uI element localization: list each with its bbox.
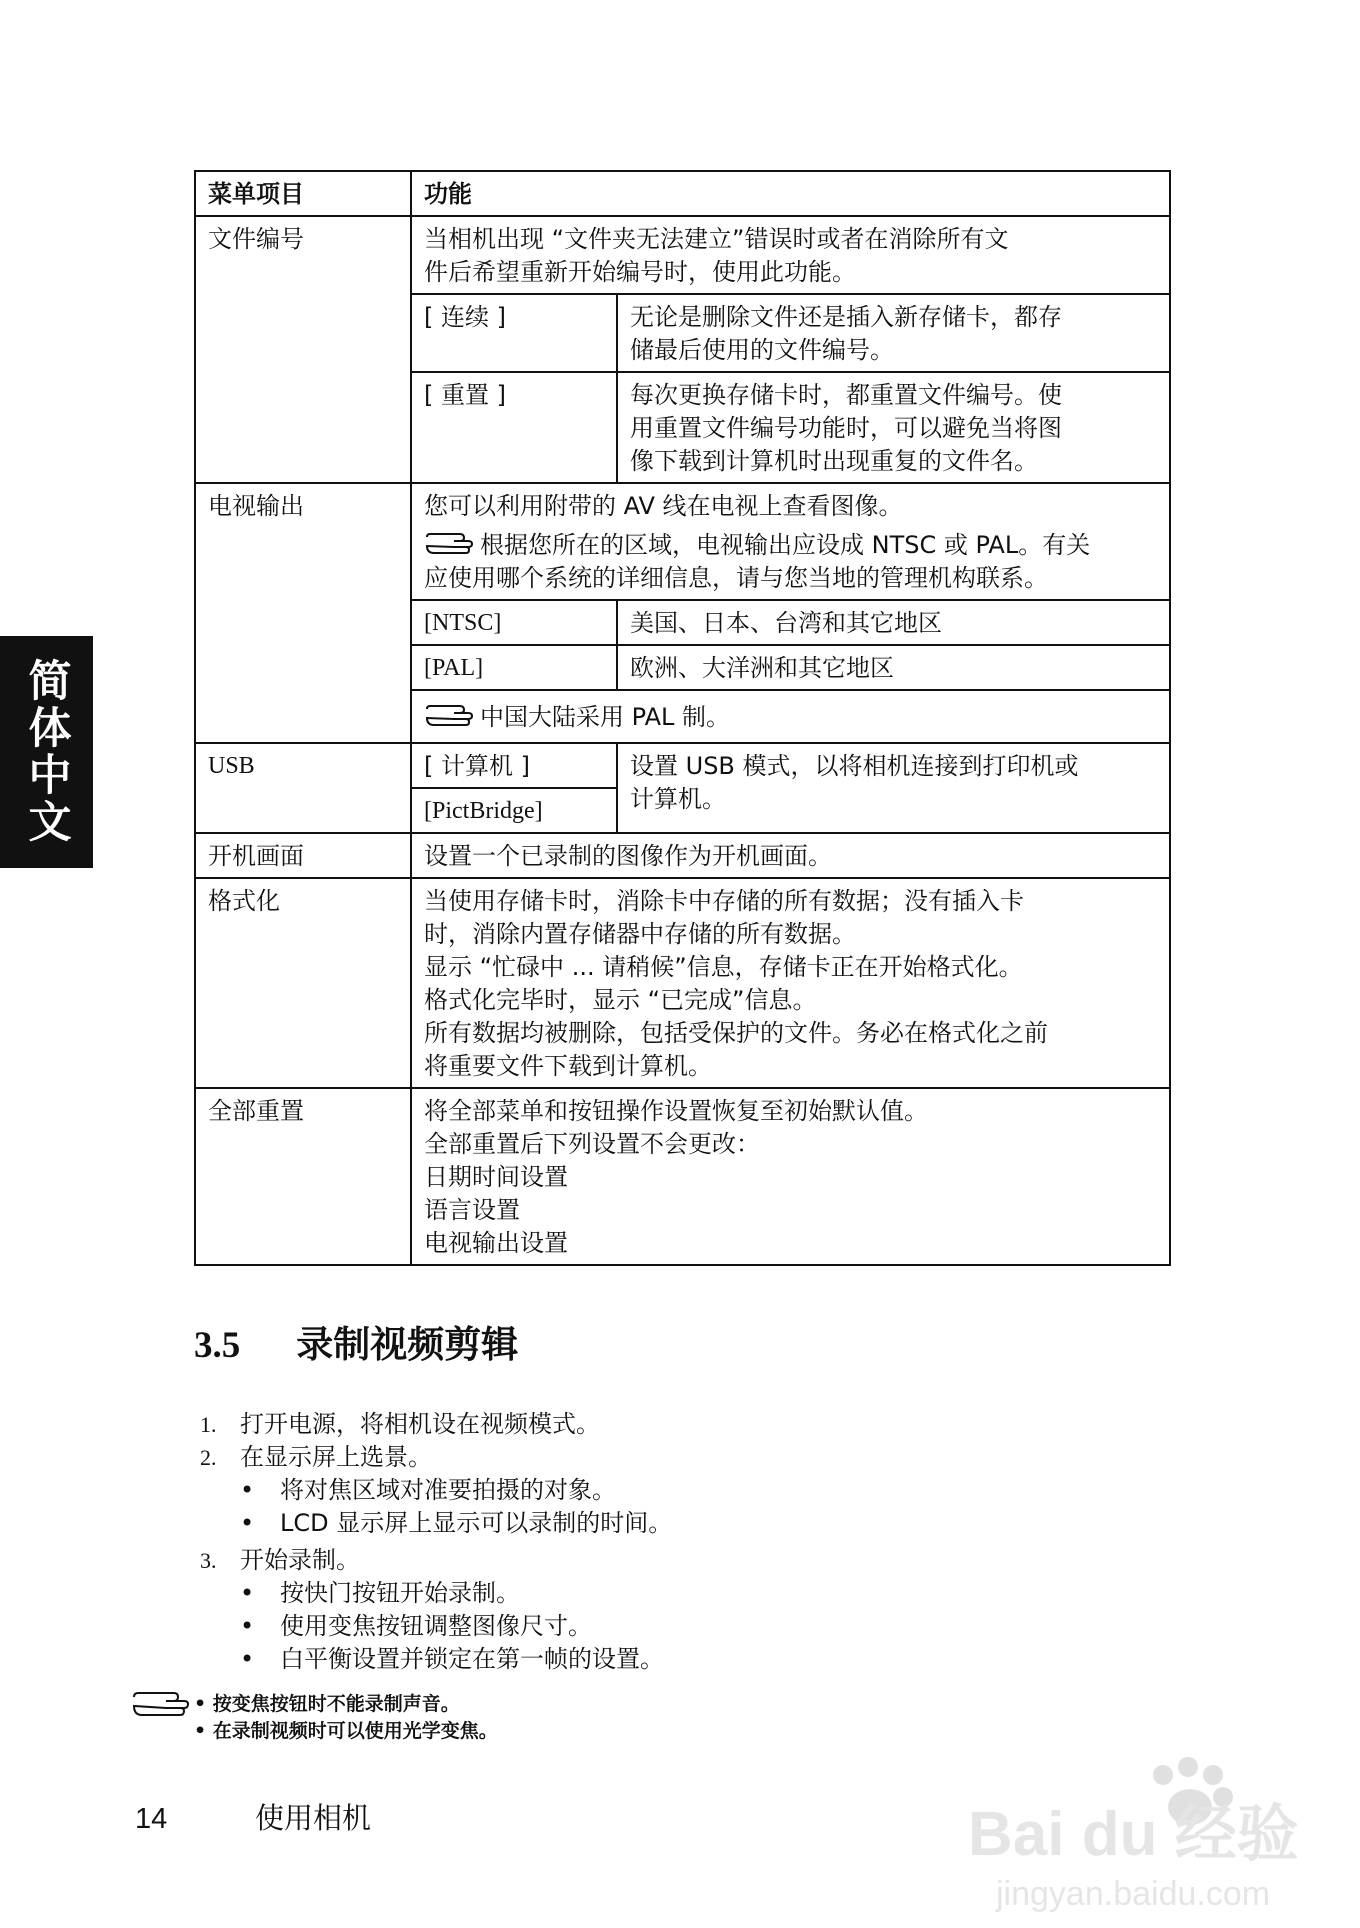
table-row-tv-out	[195, 483, 1170, 600]
bullet-mark: •	[240, 1509, 255, 1537]
bullet-mark: •	[240, 1579, 255, 1607]
bullet-item	[200, 1474, 672, 1507]
header-item: 菜单项目	[195, 171, 411, 216]
table-row-format	[195, 878, 1170, 1088]
desc-line: 当相机出现 “文件夹无法建立”错误时或者在消除所有文	[424, 225, 1009, 253]
note-text: • 在录制视频时可以使用光学变焦。	[194, 1720, 498, 1742]
option-name: [ 重置 ]	[411, 372, 617, 483]
option-desc	[617, 743, 1170, 833]
option-name: [PAL]	[411, 645, 617, 690]
bullet-mark: •	[240, 1645, 255, 1673]
desc-line: 像下载到计算机时出现重复的文件名。	[630, 447, 1038, 475]
bullet-item	[200, 1610, 672, 1643]
desc-line: 件后希望重新开始编号时，使用此功能。	[424, 258, 856, 286]
desc-line: 显示 “忙碌中 ... 请稍候”信息，存储卡正在开始格式化。	[424, 953, 1023, 981]
watermark-brand: Bai du 经验	[968, 1800, 1299, 1869]
row-label: 开机画面	[195, 833, 411, 878]
option-desc	[617, 294, 1170, 372]
page-number: 14	[135, 1803, 168, 1835]
desc-line: 将全部菜单和按钮操作设置恢复至初始默认值。	[424, 1097, 928, 1125]
pointing-hand-icon	[130, 1690, 194, 1718]
desc-line: 全部重置后下列设置不会更改：	[424, 1130, 760, 1158]
step-item	[200, 1441, 672, 1474]
step-text: 开始录制。	[240, 1546, 360, 1574]
table-header-row	[195, 171, 1170, 216]
desc-line: 当使用存储卡时，消除卡中存储的所有数据；没有插入卡	[424, 887, 1024, 915]
desc-line: 计算机。	[630, 785, 726, 813]
notes-block	[130, 1690, 498, 1745]
desc-line: 储最后使用的文件编号。	[630, 336, 894, 364]
row-desc	[411, 483, 1170, 600]
option-name: [NTSC]	[411, 600, 617, 645]
desc-line: 日期时间设置	[424, 1163, 568, 1191]
bullet-item	[200, 1643, 672, 1676]
desc-line: 每次更换存储卡时，都重置文件编号。使	[630, 381, 1062, 409]
step-number: 3.	[200, 1548, 217, 1573]
menu-table	[194, 170, 1171, 1266]
bullet-text: 将对焦区域对准要拍摄的对象。	[280, 1476, 616, 1504]
bullet-mark: •	[240, 1476, 255, 1504]
option-desc: 欧洲、大洋洲和其它地区	[617, 645, 1170, 690]
watermark-url: jingyan.baidu.com	[996, 1875, 1271, 1913]
language-tab: 简体中文	[0, 636, 93, 868]
section-title: 录制视频剪辑	[296, 1323, 519, 1366]
header-function: 功能	[411, 171, 1170, 216]
row-label: 格式化	[195, 878, 411, 1088]
pointing-hand-icon	[424, 703, 476, 729]
desc-line: 将重要文件下载到计算机。	[424, 1052, 712, 1080]
desc-line: 时，消除内置存储器中存储的所有数据。	[424, 920, 856, 948]
option-desc	[617, 372, 1170, 483]
desc-line: 所有数据均被删除，包括受保护的文件。务必在格式化之前	[424, 1019, 1048, 1047]
desc-line: 您可以利用附带的 AV 线在电视上查看图像。	[424, 492, 903, 520]
step-number: 2.	[200, 1445, 217, 1470]
step-text: 打开电源，将相机设在视频模式。	[240, 1410, 600, 1438]
note-text: 应使用哪个系统的详细信息，请与您当地的管理机构联系。	[424, 564, 1048, 592]
row-label: USB	[195, 743, 411, 833]
step-item	[200, 1544, 672, 1577]
note-line	[424, 529, 1157, 562]
desc-line: 设置 USB 模式，以将相机连接到打印机或	[630, 752, 1079, 780]
bullet-mark: •	[240, 1612, 255, 1640]
option-name: [ 计算机 ]	[411, 743, 617, 788]
note-row	[130, 1690, 498, 1718]
row-desc	[411, 216, 1170, 294]
table-row-usb	[195, 743, 1170, 788]
row-label: 全部重置	[195, 1088, 411, 1265]
desc-line: 语言设置	[424, 1196, 520, 1224]
step-number: 1.	[200, 1412, 217, 1437]
note-text: 中国大陆采用 PAL 制。	[480, 703, 730, 731]
table-row-startup	[195, 833, 1170, 878]
section-heading	[194, 1314, 518, 1368]
bullet-text: 白平衡设置并锁定在第一帧的设置。	[280, 1645, 664, 1673]
bullet-text: 按快门按钮开始录制。	[280, 1579, 520, 1607]
note-text: 根据您所在的区域，电视输出应设成 NTSC 或 PAL。有关	[480, 531, 1091, 559]
page-footer	[135, 1796, 371, 1837]
row-label: 文件编号	[195, 216, 411, 483]
note-text: • 按变焦按钮时不能录制声音。	[194, 1692, 460, 1715]
chapter-title: 使用相机	[255, 1801, 372, 1835]
table-row-file-number	[195, 216, 1170, 294]
row-desc	[411, 878, 1170, 1088]
bullet-item	[200, 1507, 672, 1540]
step-item	[200, 1408, 672, 1441]
step-text: 在显示屏上选景。	[240, 1443, 432, 1471]
bullet-text: 使用变焦按钮调整图像尺寸。	[280, 1612, 592, 1640]
row-label: 电视输出	[195, 483, 411, 743]
option-desc: 美国、日本、台湾和其它地区	[617, 600, 1170, 645]
desc-line: 无论是删除文件还是插入新存储卡，都存	[630, 303, 1062, 331]
desc-line: 用重置文件编号功能时，可以避免当将图	[630, 414, 1062, 442]
option-name: [PictBridge]	[411, 788, 617, 833]
desc-line: 电视输出设置	[424, 1229, 568, 1257]
steps-list	[200, 1408, 672, 1676]
section-number: 3.5	[194, 1325, 241, 1366]
pointing-hand-icon	[424, 531, 476, 557]
row-desc: 设置一个已录制的图像作为开机画面。	[411, 833, 1170, 878]
desc-line: 格式化完毕时，显示 “已完成”信息。	[424, 986, 817, 1014]
baidu-jingyan-watermark	[968, 1745, 1303, 1915]
bullet-text: LCD 显示屏上显示可以录制的时间。	[280, 1509, 673, 1537]
table-row-reset-all	[195, 1088, 1170, 1265]
row-desc	[411, 1088, 1170, 1265]
note-cell	[411, 690, 1170, 743]
option-name: [ 连续 ]	[411, 294, 617, 372]
bullet-item	[200, 1577, 672, 1610]
